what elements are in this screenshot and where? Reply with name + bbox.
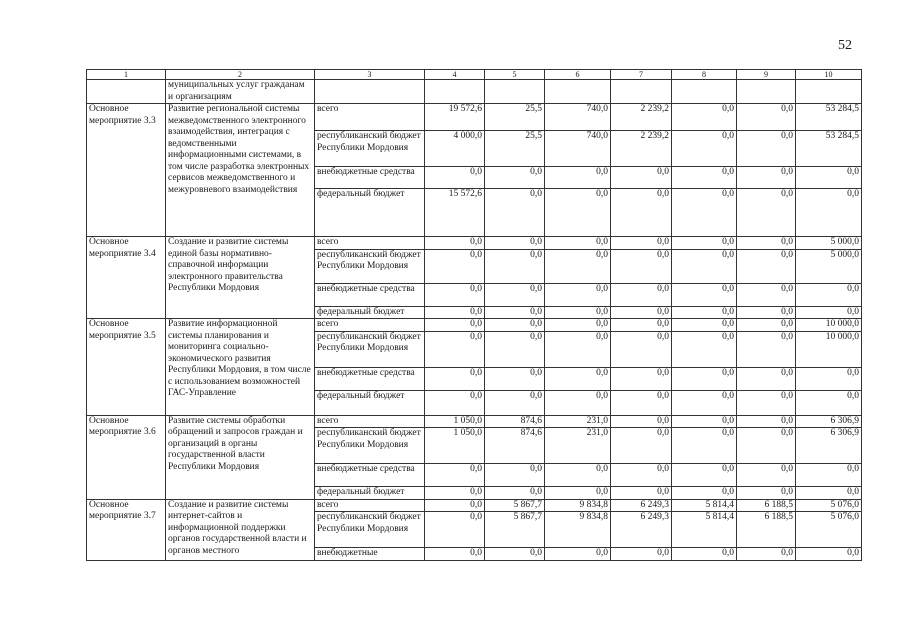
funding-source: всего	[315, 415, 425, 428]
value-cell: 0,0	[485, 189, 545, 237]
funding-source: внебюджетные	[315, 548, 425, 561]
funding-source: федеральный бюджет	[315, 306, 425, 319]
value-cell: 5 076,0	[796, 512, 862, 548]
value-cell: 1 050,0	[425, 428, 485, 464]
value-cell: 0,0	[425, 487, 485, 500]
value-cell: 0,0	[545, 390, 611, 415]
value-cell: 0,0	[545, 306, 611, 319]
value-cell: 0,0	[796, 390, 862, 415]
value-cell: 0,0	[737, 415, 796, 428]
value-cell: 6 306,9	[796, 428, 862, 464]
value-cell: 19 572,6	[425, 104, 485, 131]
funding-source: республиканский бюджет Республики Мордовия	[315, 331, 425, 367]
table-row	[87, 415, 862, 428]
value-cell: 0,0	[611, 237, 672, 250]
measure-cell	[87, 80, 166, 104]
value-cell: 0,0	[485, 548, 545, 561]
value-cell: 0,0	[425, 331, 485, 367]
value-cell: 5 076,0	[796, 499, 862, 512]
column-numbers-row	[87, 70, 862, 80]
value-cell: 0,0	[672, 415, 737, 428]
value-cell: 5 867,7	[485, 512, 545, 548]
value-cell: 0,0	[425, 464, 485, 487]
value-cell: 0,0	[737, 331, 796, 367]
value-cell: 5 867,7	[485, 499, 545, 512]
value-cell: 0,0	[545, 548, 611, 561]
column-number: 2	[166, 70, 315, 80]
value-cell: 9 834,8	[545, 499, 611, 512]
value-cell: 0,0	[611, 283, 672, 306]
column-number: 7	[611, 70, 672, 80]
funding-source: республиканский бюджет Республики Мордовия	[315, 512, 425, 548]
column-number: 4	[425, 70, 485, 80]
value-cell: 231,0	[545, 428, 611, 464]
value-cell: 231,0	[545, 415, 611, 428]
measure-cell: Основное мероприятие 3.4	[87, 237, 166, 319]
value-cell: 0,0	[425, 237, 485, 250]
value-cell: 0,0	[545, 167, 611, 189]
value-cell: 0,0	[425, 499, 485, 512]
value-cell: 5 814,4	[672, 512, 737, 548]
column-number: 10	[796, 70, 862, 80]
measure-description: Создание и развитие системы единой базы нормативно-справочной информации электронного правительства Республики Мордовия	[166, 237, 315, 319]
value-cell: 0,0	[737, 189, 796, 237]
value-cell: 0,0	[737, 548, 796, 561]
value-cell: 0,0	[672, 367, 737, 390]
table-row	[87, 499, 862, 512]
value-cell: 0,0	[737, 283, 796, 306]
value-cell: 0,0	[672, 283, 737, 306]
value-cell: 0,0	[672, 104, 737, 131]
value-cell: 0,0	[425, 249, 485, 283]
value-cell: 0,0	[545, 464, 611, 487]
value-cell: 0,0	[545, 237, 611, 250]
value-cell: 874,6	[485, 415, 545, 428]
value-cell: 0,0	[611, 249, 672, 283]
value-cell: 6 249,3	[611, 499, 672, 512]
value-cell: 0,0	[796, 548, 862, 561]
measure-description: Развитие региональной системы межведомственного электронного взаимодействия, интеграция с ведомственными информационными системами, в том числе разработка электронных сервисов межведомственного и межуровневого взаимодействия	[166, 104, 315, 237]
value-cell: 0,0	[545, 487, 611, 500]
funding-source: внебюджетные средства	[315, 167, 425, 189]
funding-source: всего	[315, 104, 425, 131]
value-cell: 0,0	[737, 367, 796, 390]
funding-source: федеральный бюджет	[315, 390, 425, 415]
value-cell: 25,5	[485, 104, 545, 131]
table-row	[87, 237, 862, 250]
page-number: 52	[838, 38, 852, 53]
value-cell: 0,0	[796, 283, 862, 306]
measure-cell: Основное мероприятие 3.3	[87, 104, 166, 237]
funding-source: внебюджетные средства	[315, 464, 425, 487]
value-cell: 6 249,3	[611, 512, 672, 548]
value-cell: 0,0	[425, 548, 485, 561]
value-cell: 0,0	[485, 306, 545, 319]
value-cell: 0,0	[485, 331, 545, 367]
value-cell: 0,0	[737, 306, 796, 319]
value-cell: 0,0	[425, 390, 485, 415]
value-cell: 0,0	[737, 104, 796, 131]
value-cell: 0,0	[796, 367, 862, 390]
value-cell: 0,0	[425, 319, 485, 332]
value-cell: 874,6	[485, 428, 545, 464]
column-number: 9	[737, 70, 796, 80]
funding-source: внебюджетные средства	[315, 367, 425, 390]
value-cell: 15 572,6	[425, 189, 485, 237]
value-cell: 5 000,0	[796, 237, 862, 250]
value-cell: 0,0	[545, 189, 611, 237]
value-cell: 0,0	[611, 331, 672, 367]
value-cell: 0,0	[737, 131, 796, 167]
column-number: 3	[315, 70, 425, 80]
value-cell: 0,0	[737, 167, 796, 189]
value-cell: 740,0	[545, 104, 611, 131]
value-cell: 0,0	[485, 167, 545, 189]
value-cell: 6 306,9	[796, 415, 862, 428]
value-cell: 0,0	[485, 367, 545, 390]
value-cell: 0,0	[737, 319, 796, 332]
value-cell: 0,0	[485, 319, 545, 332]
value-cell: 0,0	[796, 189, 862, 237]
continuation-description: муниципальных услуг гражданам и организациям	[166, 80, 315, 104]
measure-description: Создание и развитие системы интернет-сайтов и информационной поддержки органов государственной власти и органов местного	[166, 499, 315, 560]
funding-source: республиканский бюджет Республики Мордовия	[315, 428, 425, 464]
continuation-row	[87, 80, 862, 104]
budget-table	[86, 69, 862, 561]
value-cell: 0,0	[485, 283, 545, 306]
value-cell: 0,0	[672, 131, 737, 167]
value-cell: 0,0	[545, 283, 611, 306]
measure-cell: Основное мероприятие 3.6	[87, 415, 166, 499]
value-cell: 0,0	[611, 367, 672, 390]
measure-cell: Основное мероприятие 3.7	[87, 499, 166, 560]
value-cell: 0,0	[611, 390, 672, 415]
funding-source: внебюджетные средства	[315, 283, 425, 306]
value-cell: 0,0	[485, 249, 545, 283]
measure-description: Развитие системы обработки обращений и запросов граждан и организаций в органы государственной власти Республики Мордовия	[166, 415, 315, 499]
value-cell: 5 000,0	[796, 249, 862, 283]
value-cell: 6 188,5	[737, 512, 796, 548]
funding-source: республиканский бюджет Республики Мордовия	[315, 249, 425, 283]
value-cell: 0,0	[737, 249, 796, 283]
value-cell: 0,0	[611, 428, 672, 464]
funding-source: всего	[315, 237, 425, 250]
column-number: 6	[545, 70, 611, 80]
value-cell: 0,0	[672, 428, 737, 464]
value-cell: 0,0	[545, 331, 611, 367]
value-cell: 0,0	[737, 487, 796, 500]
value-cell: 0,0	[672, 189, 737, 237]
value-cell: 0,0	[672, 548, 737, 561]
value-cell: 0,0	[672, 249, 737, 283]
column-number: 8	[672, 70, 737, 80]
value-cell: 0,0	[425, 283, 485, 306]
value-cell: 10 000,0	[796, 319, 862, 332]
value-cell: 0,0	[796, 167, 862, 189]
value-cell: 0,0	[425, 306, 485, 319]
measure-cell: Основное мероприятие 3.5	[87, 319, 166, 416]
value-cell: 2 239,2	[611, 104, 672, 131]
value-cell: 0,0	[611, 306, 672, 319]
value-cell: 0,0	[672, 390, 737, 415]
value-cell: 0,0	[425, 167, 485, 189]
table-row	[87, 319, 862, 332]
value-cell: 1 050,0	[425, 415, 485, 428]
value-cell: 0,0	[425, 367, 485, 390]
value-cell: 0,0	[672, 487, 737, 500]
funding-source: федеральный бюджет	[315, 189, 425, 237]
value-cell: 0,0	[425, 512, 485, 548]
value-cell: 0,0	[611, 487, 672, 500]
value-cell: 4 000,0	[425, 131, 485, 167]
value-cell: 0,0	[672, 306, 737, 319]
measure-description: Развитие информационной системы планирования и мониторинга социально-экономического развития Республики Мордовия, в том числе с использованием возможностей ГАС-Управление	[166, 319, 315, 416]
column-number: 5	[485, 70, 545, 80]
value-cell: 10 000,0	[796, 331, 862, 367]
value-cell: 0,0	[672, 319, 737, 332]
value-cell: 0,0	[545, 367, 611, 390]
value-cell: 0,0	[796, 464, 862, 487]
value-cell: 0,0	[611, 464, 672, 487]
value-cell: 5 814,4	[672, 499, 737, 512]
value-cell: 0,0	[737, 428, 796, 464]
value-cell: 0,0	[545, 319, 611, 332]
funding-source: всего	[315, 499, 425, 512]
value-cell: 0,0	[672, 237, 737, 250]
value-cell: 0,0	[485, 237, 545, 250]
value-cell: 0,0	[485, 390, 545, 415]
value-cell: 0,0	[485, 464, 545, 487]
column-number: 1	[87, 70, 166, 80]
value-cell: 0,0	[611, 167, 672, 189]
value-cell: 740,0	[545, 131, 611, 167]
funding-source: всего	[315, 319, 425, 332]
value-cell: 6 188,5	[737, 499, 796, 512]
value-cell: 25,5	[485, 131, 545, 167]
value-cell: 0,0	[611, 415, 672, 428]
value-cell: 0,0	[611, 319, 672, 332]
funding-source: республиканский бюджет Республики Мордовия	[315, 131, 425, 167]
value-cell: 0,0	[611, 548, 672, 561]
value-cell: 0,0	[737, 390, 796, 415]
value-cell: 0,0	[796, 487, 862, 500]
value-cell: 0,0	[485, 487, 545, 500]
value-cell: 0,0	[611, 189, 672, 237]
value-cell: 0,0	[545, 249, 611, 283]
value-cell: 0,0	[737, 464, 796, 487]
value-cell: 0,0	[737, 237, 796, 250]
value-cell: 0,0	[796, 306, 862, 319]
value-cell: 2 239,2	[611, 131, 672, 167]
value-cell: 0,0	[672, 464, 737, 487]
table-row	[87, 104, 862, 131]
value-cell: 53 284,5	[796, 104, 862, 131]
value-cell: 0,0	[672, 331, 737, 367]
value-cell: 0,0	[672, 167, 737, 189]
funding-source: федеральный бюджет	[315, 487, 425, 500]
value-cell: 9 834,8	[545, 512, 611, 548]
value-cell: 53 284,5	[796, 131, 862, 167]
